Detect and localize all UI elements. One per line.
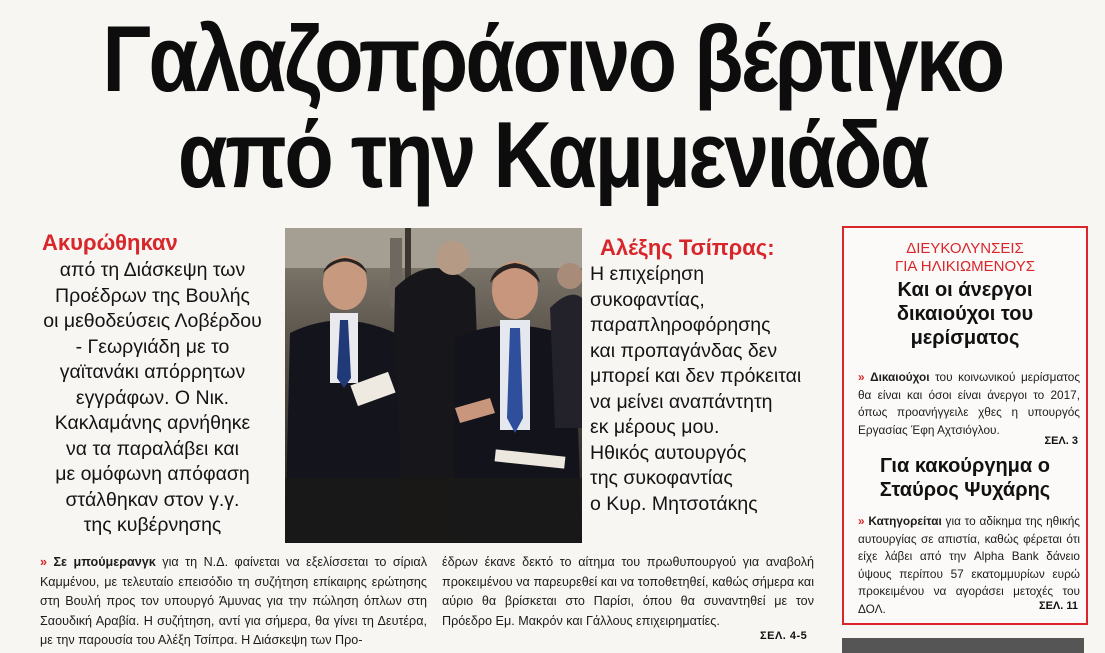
photo-illustration [285, 228, 582, 543]
sidebar-kicker-line-2: ΓΙΑ ΗΛΙΚΙΩΜΕΝΟΥΣ [895, 258, 1035, 275]
lead-left-line: γαϊτανάκι απόρρητων [59, 361, 246, 383]
lead-right-line: της συκοφαντίας [590, 467, 733, 489]
lead-right-title: Αλέξης Τσίπρας: [600, 235, 775, 260]
lead-right-line: παραπληροφόρησης [590, 314, 771, 336]
lead-left-line: Προέδρων της Βουλής [55, 284, 250, 307]
sidebar-story-2-page-ref: ΣΕΛ. 11 [1038, 600, 1078, 612]
sidebar-story-2-text: για το αδίκημα της ηθικής αυτουργίας σε απιστία, καθώς φέρεται ότι είχε λάβει από την Alpha Bank δάνειο ύψους περίπου 57 εκατομμυρίων ευρώ προκειμένου να αγοράσει μετοχές του ΔΟΛ. [858, 514, 1080, 616]
lead-right-line: Η επιχείρηση [590, 263, 705, 285]
lead-left-line: - Γεωργιάδη με το [75, 335, 230, 358]
lead-right-line: Ηθικός αυτουργός [590, 441, 747, 464]
sidebar-story-2-bold: Κατηγορείται [868, 514, 942, 528]
bottom-edge-bar [842, 638, 1084, 653]
lead-left-line: με ομόφωνη απόφαση [55, 463, 250, 485]
headline-line-2: από την Καμμενιάδα [177, 102, 928, 207]
sidebar-story-1-title-text: Και οι άνεργοι δικαιούχοι του μερίσματος [896, 279, 1034, 349]
lead-right-line: ο Κυρ. Μητσοτάκης [590, 492, 758, 515]
lead-left-line: εγγράφων. Ο Νικ. [75, 386, 230, 409]
sidebar-story-2-title [844, 454, 1086, 502]
lead-left-line: οι μεθοδεύσεις Λοβέρδου [43, 310, 262, 332]
sidebar-story-2-title-text: Για κακούργημα ο Σταύρος Ψυχάρης [879, 455, 1051, 501]
lead-right-text [590, 262, 805, 517]
lead-left-line: της κυβέρνησης [83, 514, 222, 536]
body-column-2-text: έδρων έκανε δεκτό το αίτημα του πρωθυπουργού για αναβολή προκειμένου να παρευρεθεί και να τοποθετηθεί, καθώς σήμερα και αύριο θα βρίσκεται στο Παρίσι, όπου θα συναντηθεί με τον Πρόεδρο Εμ. Μακρόν και Γάλλους επιχειρηματίες. [442, 555, 814, 628]
lead-left-title: Ακυρώθηκαν [42, 230, 178, 255]
lead-left-line: στάλθηκαν στον γ.γ. [65, 488, 240, 511]
sidebar-story-1-title [844, 278, 1086, 350]
lead-left-line: από τη Διάσκεψη των [59, 259, 246, 281]
lead-right-line: εκ μέρους μου. [590, 416, 720, 438]
lead-right-line: να μείνει αναπάντητη [590, 390, 773, 413]
headline-line-1: Γαλαζοπράσινο βέρτιγκο [102, 6, 1003, 111]
body-column-2 [442, 553, 814, 631]
sidebar-story-1-page-ref: ΣΕΛ. 3 [1044, 435, 1078, 447]
sidebar-story-1-text: του κοινωνικού μερίσματος θα είναι και όσοι είναι άνεργοι το 2017, όπως προανήγγειλε χθες η υπουργός Εργασίας Έφη Αχτσιόγλου. [858, 370, 1081, 437]
sidebar-kicker-line-1: ΔΙΕΥΚΟΛΥΝΣΕΙΣ [906, 240, 1024, 257]
lead-left-text [20, 258, 285, 539]
news-photo [285, 228, 582, 543]
page-reference-main: ΣΕΛ. 4-5 [760, 630, 808, 642]
sidebar-story-1-body [858, 369, 1080, 439]
lead-right-line: μπορεί και δεν πρόκειται [590, 365, 802, 387]
arrow-bullet-icon: » [858, 370, 865, 384]
body-column-1 [40, 553, 427, 651]
body-lead-bold: Σε μπούμερανγκ [53, 555, 156, 569]
arrow-bullet-icon: » [40, 555, 48, 569]
lead-left-line: Κακλαμάνης αρνήθηκε [54, 412, 251, 434]
lead-right-line: συκοφαντίας, [590, 288, 705, 311]
lead-right-line: και προπαγάνδας δεν [590, 339, 778, 362]
body-column-1-text: για τη Ν.Δ. φαίνεται να εξελίσσεται το σίριαλ Καμμένου, με τελευταίο επεισόδιο τη συζήτηση επίκαιρης ερώτησης στη Βουλή προς τον υπουργό Άμυνας για την πώληση όπλων στη Σαουδική Αραβία. Η συζήτηση, αντί για σήμερα, θα γίνει τη Δευτέρα, με την παρουσία του Αλέξη Τσίπρα. Η Διάσκεψη των Προ- [40, 555, 427, 647]
sidebar-story-1-bold: Δικαιούχοι [870, 370, 930, 384]
arrow-bullet-icon: » [858, 514, 865, 528]
sidebar-box [842, 226, 1088, 625]
lead-left-line: να τα παραλάβει και [66, 437, 239, 460]
